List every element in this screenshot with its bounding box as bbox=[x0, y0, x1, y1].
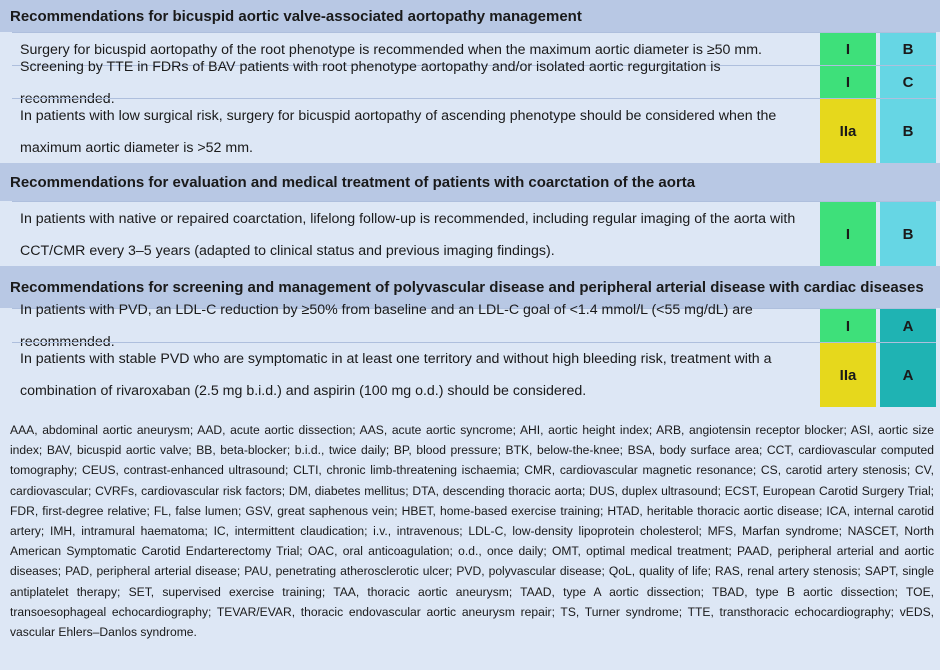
level-badge: C bbox=[880, 66, 936, 99]
level-badge: B bbox=[880, 99, 936, 164]
class-badge: I bbox=[820, 66, 876, 99]
class-badge: I bbox=[820, 33, 876, 66]
recommendation-text-cell bbox=[12, 202, 820, 267]
section-header bbox=[0, 0, 940, 32]
recommendation-text-cell bbox=[12, 343, 820, 407]
recommendation-text: Screening by TTE in FDRs of BAV patients with root phenotype aortopathy and/or isolated aortic regurgitation is recommended. bbox=[20, 58, 721, 107]
recommendation-text: In patients with native or repaired coarctation, lifelong follow-up is recommended, including regular imaging of the aorta with CCT/CMR every 3–5 years (adapted to clinical status and previous imaging findings). bbox=[20, 210, 796, 259]
section-header bbox=[0, 163, 940, 201]
recommendation-row bbox=[12, 342, 936, 407]
recommendation-text-cell bbox=[12, 302, 820, 350]
recommendation-row bbox=[12, 58, 936, 107]
section-title: Recommendations for bicuspid aortic valve-associated aortopathy management bbox=[10, 7, 582, 25]
section-title: Recommendations for evaluation and medical treatment of patients with coarctation of the aorta bbox=[10, 173, 696, 191]
recommendation-text: Surgery for bicuspid aortopathy of the root phenotype is recommended when the maximum aortic diameter is ≥50 mm. bbox=[20, 41, 762, 58]
recommendation-text: In patients with stable PVD who are symptomatic in at least one territory and without high bleeding risk, treatment with a combination of rivaroxaban (2.5 mg b.i.d.) and aspirin (100 mg o.d.) should be considered. bbox=[20, 351, 772, 399]
recommendation-row bbox=[12, 302, 936, 350]
recommendation-text: In patients with PVD, an LDL-C reduction by ≥50% from baseline and an LDL-C goal of <1.4 mmol/L (<55 mg/dL) are recommended. bbox=[20, 302, 753, 350]
level-badge: B bbox=[880, 33, 936, 66]
class-badge: IIa bbox=[820, 343, 876, 407]
class-badge: I bbox=[820, 309, 876, 343]
class-badge: IIa bbox=[820, 99, 876, 164]
recommendation-row bbox=[12, 201, 936, 267]
class-badge: I bbox=[820, 202, 876, 267]
recommendation-text-cell bbox=[12, 58, 820, 107]
level-badge: B bbox=[880, 202, 936, 267]
level-badge: A bbox=[880, 343, 936, 407]
abbreviations-footnote: AAA, abdominal aortic aneurysm; AAD, acute aortic dissection; AAS, acute aortic syncrome; AHI, aortic height index; ARB, angiotensin receptor blocker; ASI, aortic size index; BAV, bicuspid aortic valve; BB, beta-blocker; b.i.d., twice daily; BP, blood pressure; BTK, below-the-knee; BSA, body surface area; CCT, cardiovascular computed tomography; CEUS, contrast-enhanced ultrasound; CLTI, chronic limb-threatening ischaemia; CMR, cardiovascular magnetic resonance; CS, carotid artery stenosis; CV, cardiovascular; CVRFs, cardiovascular risk factors; DM, diabetes mellitus; DTA, descending thoracic aorta; DUS, duplex ultrasound; ECST, European Carotid Surgery Trial; FDR, first-degree relative; FL, false lumen; GSV, great saphenous vein; HBET, home-based exercise training; HTAD, heritable thoracic aortic disease; ICA, internal carotid artery; IMH, intramural haematoma; IC, intermittent claudication; i.v., intravenous; LDL-C, low-density lipoprotein cholesterol; MFS, Marfan syndrome; NASCET, North American Symptomatic Carotid Endarterectomy Trial; OAC, oral anticoagulation; o.d., once daily; OMT, optimal medical treatment; PAAD, peripheral arterial and aortic diseases; PAD, peripheral arterial disease; PAU, penetrating atherosclerotic ulcer; PVD, polyvascular disease; QoL, quality of life; RAS, renal artery stenosis; SAPT, single antiplatelet therapy; SET, supervised exercise training; TAA, thoracic aortic aneurysm; TAAD, type A aortic dissection; TBAD, type B aortic dissection; TOE, transoesophageal echocardiography; TEVAR/EVAR, thoracic endovascular aortic aneurysm repair; TS, Turner syndrome; TTE, transthoracic echocardiography; vEDS, vascular Ehlers–Danlos syndrome. bbox=[10, 423, 934, 640]
recommendation-text-cell bbox=[12, 99, 820, 164]
level-badge: A bbox=[880, 309, 936, 343]
section-title: Recommendations for screening and management of polyvascular disease and peripheral arterial disease with cardiac diseases bbox=[10, 278, 924, 296]
recommendation-text: In patients with low surgical risk, surgery for bicuspid aortopathy of ascending phenotype should be considered when the maximum aortic diameter is >52 mm. bbox=[20, 107, 777, 156]
recommendation-row bbox=[12, 98, 936, 164]
